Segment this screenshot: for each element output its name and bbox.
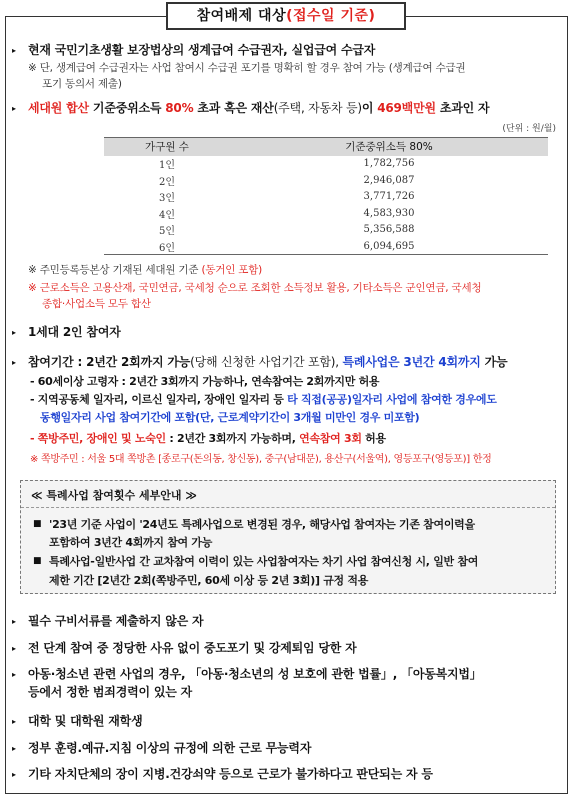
bullet-triangle-icon: ▸ <box>12 717 17 726</box>
item-basic-livelihood: 현재 국민기초생활 보장법상의 생계급여 수급권자, 실업급여 수급자 <box>28 43 376 57</box>
header-median-income: 기준중위소득 80% <box>230 138 548 156</box>
bullet-square-icon: ■ <box>33 556 42 566</box>
bullet-triangle-icon: ▸ <box>12 104 17 113</box>
special-note2-line2: 제한 기간 [2년간 2회(쪽방주민, 60세 이상 등 2년 3회)] 규정 적용 <box>49 574 369 587</box>
bullet-triangle-icon: ▸ <box>12 770 17 779</box>
bullet-square-icon: ■ <box>33 519 42 529</box>
section-title <box>166 2 406 30</box>
special-note1-line2: 포함하여 3년간 4회까지 참여 가능 <box>49 536 213 549</box>
note-livelihood-line1: ※ 단, 생계급여 수급권자는 사업 참여시 수급권 포기를 명확히 할 경우 참여 가능 (생계급여 수급권 <box>28 62 466 74</box>
title-accent: (접수일 기준) <box>286 8 376 24</box>
special-note1-line1: '23년 기준 사업이 '24년도 특례사업으로 변경된 경우, 해당사업 참여자는 기존 참여이력을 <box>49 518 475 531</box>
unit-label: (단위 : 원/월) <box>502 124 556 134</box>
item-work-incapable: 정부 훈령.예규.지침 이상의 규정에 의한 근로 무능력자 <box>28 741 312 755</box>
sub-jjokbang-areas: ※ 쪽방주민 : 서울 5대 쪽방촌 [종로구(돈의동, 창신동), 중구(남대문), 용산구(서울역), 영등포구(영등포)] 한정 <box>30 454 492 465</box>
table-row: 5인 5,356,588 <box>158 224 415 238</box>
note-household-basis: ※ 주민등록등본상 기재된 세대원 기준 (동거인 포함) <box>28 264 263 276</box>
sub-vulnerable-groups: - 쪽방주민, 장애인 및 노숙인 : 2년간 3회까지 가능하며, 연속참여 3회 허용 <box>30 432 386 445</box>
table-header-row <box>104 138 548 156</box>
item-students: 대학 및 대학원 재학생 <box>28 714 143 728</box>
table-row: 1인 1,782,756 <box>158 158 415 172</box>
table-row: 3인 3,771,726 <box>158 191 415 205</box>
title-text: 참여배제 대상 <box>196 8 287 24</box>
table-row: 6인 6,094,695 <box>104 238 548 255</box>
item-criminal-record-line2: 등에서 정한 범죄경력이 있는 자 <box>28 685 193 699</box>
special-box-header: ≪ 특례사업 참여횟수 세부안내 ≫ <box>31 489 197 502</box>
special-box-divider <box>21 507 555 508</box>
note-income-line2: 종합·사업소득 모두 합산 <box>42 298 151 310</box>
item-income-criteria: 세대원 합산 기준중위소득 80% 초과 혹은 재산(주택, 자동차 등)이 469백만원 초과인 자 <box>28 101 490 115</box>
item-participation-period: 참여기간 : 2년간 2회까지 가능(당해 신청한 사업기간 포함), 특례사업은 3년간 4회까지 가능 <box>28 355 508 369</box>
item-dropout: 전 단계 참여 중 정당한 사유 없이 중도포기 및 강제퇴임 당한 자 <box>28 641 357 655</box>
item-missing-documents: 필수 구비서류를 제출하지 않은 자 <box>28 614 204 628</box>
sub-elderly: - 60세이상 고령자 : 2년간 3회까지 가능하나, 연속참여는 2회까지만 허용 <box>30 375 380 388</box>
bullet-triangle-icon: ▸ <box>12 670 17 679</box>
special-program-box <box>20 480 556 594</box>
special-note2-line1: 특례사업-일반사업 간 교차참여 이력이 있는 사업참여자는 차기 사업 참여신청 시, 일반 참여 <box>49 555 479 568</box>
bullet-triangle-icon: ▸ <box>12 328 17 337</box>
table-row: 4인 4,583,930 <box>158 207 415 221</box>
bullet-triangle-icon: ▸ <box>12 644 17 653</box>
sub-community-jobs-line2: 동행일자리 사업 참여기간에 포함(단, 근로계약기간이 3개월 미만인 경우 미포함) <box>40 411 420 424</box>
item-other-judgment: 기타 자치단체의 장이 지병.건강쇠약 등으로 근로가 불가하다고 판단되는 자 등 <box>28 767 433 781</box>
item-one-household: 1세대 2인 참여자 <box>28 325 121 339</box>
note-income-line1: ※ 근로소득은 고용산재, 국민연금, 국세청 순으로 조회한 소득정보 활용, 기타소득은 군인연금, 국세청 <box>28 282 482 294</box>
item-criminal-record-line1: 아동·청소년 관련 사업의 경우, 「아동·청소년의 성 보호에 관한 법률」, 「아동복지법」 <box>28 667 482 681</box>
bullet-triangle-icon: ▸ <box>12 46 17 55</box>
median-income-table <box>104 137 548 255</box>
bullet-triangle-icon: ▸ <box>12 744 17 753</box>
note-livelihood-line2: 포기 동의서 제출) <box>42 78 122 90</box>
header-household-size: 가구원 수 <box>104 138 230 156</box>
sub-community-jobs-line1: - 지역공동체 일자리, 이르신 일자리, 장애인 일자리 등 타 직접(공공)일자리 사업에 참여한 경우에도 <box>30 393 497 406</box>
table-row: 2인 2,946,087 <box>158 174 415 188</box>
bullet-triangle-icon: ▸ <box>12 617 17 626</box>
bullet-triangle-icon: ▸ <box>12 358 17 367</box>
